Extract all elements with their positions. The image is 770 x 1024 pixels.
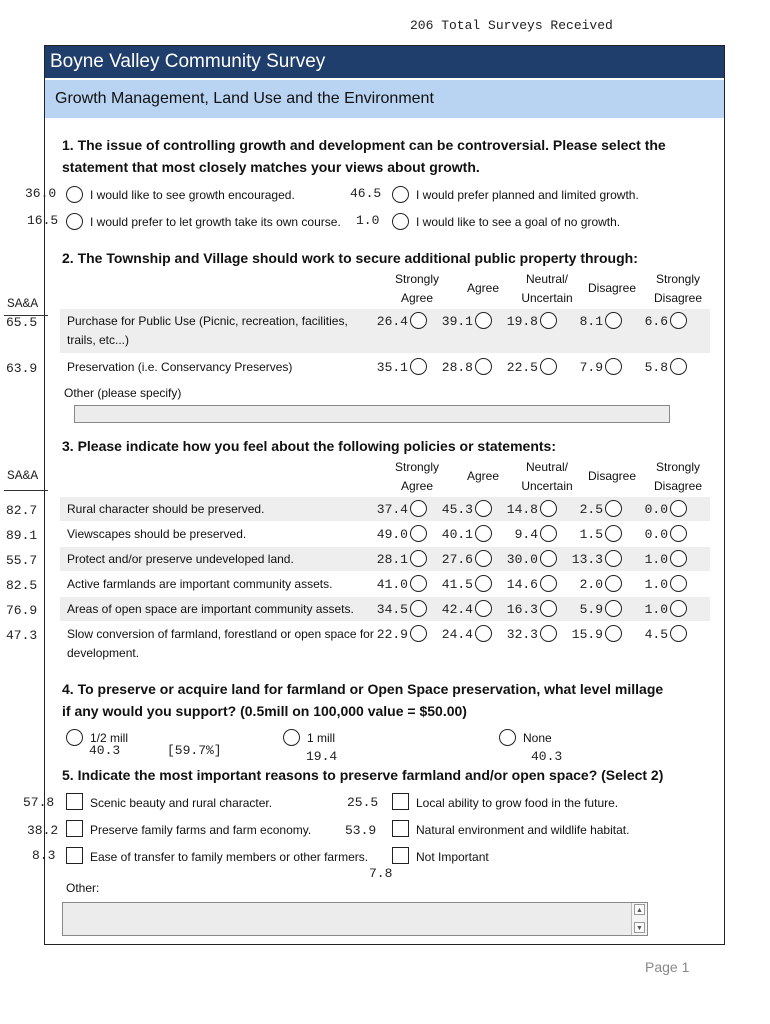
q3-header-agree: Agree <box>466 469 500 483</box>
q3-row-5-pct-1: 34.5 <box>376 602 408 617</box>
q5-opt6-checkbox[interactable] <box>392 847 409 864</box>
q3-header-neutral-line1: Neutral/ <box>525 460 569 474</box>
q3-row-4-sa-a-total: 82.5 <box>6 578 38 593</box>
q4-question <box>62 678 663 722</box>
q2-row-1-pct-2: 39.1 <box>441 314 473 329</box>
q2-row-1-radio-5[interactable] <box>670 312 687 329</box>
q3-row-3-pct-3: 30.0 <box>506 552 538 567</box>
q3-row-3-sa-a-total: 55.7 <box>6 553 38 568</box>
q3-row-5-pct-2: 42.4 <box>441 602 473 617</box>
q5-opt5-checkbox[interactable] <box>66 847 83 864</box>
q3-row-2-label: Viewscapes should be preserved. <box>67 527 247 541</box>
q3-row-6-label: Slow conversion of farmland, forestland or open space for <box>67 627 374 641</box>
q3-row-5-pct-3: 16.3 <box>506 602 538 617</box>
q1-opt4-radio[interactable] <box>392 213 409 230</box>
q3-row-3-radio-5[interactable] <box>670 550 687 567</box>
q3-row-4-pct-2: 41.5 <box>441 577 473 592</box>
q5-opt1-label: Scenic beauty and rural character. <box>90 796 273 810</box>
q3-row-1-radio-2[interactable] <box>475 500 492 517</box>
q2-other-label: Other (please specify) <box>64 386 182 400</box>
q4-one-mill-pct: 19.4 <box>306 749 338 764</box>
q3-row-2-radio-1[interactable] <box>410 525 427 542</box>
q3-sa-a-underline <box>4 490 48 491</box>
q3-row-6-radio-2[interactable] <box>475 625 492 642</box>
q3-row-2-radio-4[interactable] <box>605 525 622 542</box>
q3-row-2-pct-2: 40.1 <box>441 527 473 542</box>
q3-row-4-pct-3: 14.6 <box>506 577 538 592</box>
q5-opt3-pct: 38.2 <box>27 823 59 838</box>
q5-other-textarea[interactable] <box>62 902 648 936</box>
q4-question-line1: 4. To preserve or acquire land for farmland or Open Space preservation, what level millage <box>62 681 664 697</box>
q1-question-line1: 1. The issue of controlling growth and development can be controversial. Please select the <box>62 137 666 153</box>
q1-question <box>62 134 666 178</box>
q3-row-6-pct-3: 32.3 <box>506 627 538 642</box>
q2-row-2-pct-5: 5.8 <box>644 360 668 375</box>
q2-row-2-radio-2[interactable] <box>475 358 492 375</box>
q5-other-label: Other: <box>66 881 100 895</box>
q3-row-3-radio-1[interactable] <box>410 550 427 567</box>
q3-row-1-radio-5[interactable] <box>670 500 687 517</box>
q3-header-strongly-agree-line1: Strongly <box>394 460 440 474</box>
q2-row-1-label: Purchase for Public Use (Picnic, recreation, facilities, <box>67 314 348 328</box>
q4-none-radio[interactable] <box>499 729 516 746</box>
q4-none-pct: 40.3 <box>531 749 563 764</box>
q3-row-1-radio-4[interactable] <box>605 500 622 517</box>
q3-question: 3. Please indicate how you feel about the following policies or statements: <box>62 438 556 454</box>
q5-opt3-label: Preserve family farms and farm economy. <box>90 823 312 837</box>
q2-question: 2. The Township and Village should work to secure additional public property through: <box>62 250 638 266</box>
q2-row-1-radio-3[interactable] <box>540 312 557 329</box>
q2-header-disagree: Disagree <box>587 281 637 295</box>
q3-row-5-radio-2[interactable] <box>475 600 492 617</box>
q1-opt2-pct: 46.5 <box>350 186 382 201</box>
q3-row-1-pct-3: 14.8 <box>506 502 538 517</box>
q1-opt3-pct: 16.5 <box>27 213 59 228</box>
q3-header-disagree: Disagree <box>587 469 637 483</box>
q3-row-4-radio-2[interactable] <box>475 575 492 592</box>
q5-opt4-checkbox[interactable] <box>392 820 409 837</box>
q3-row-1-pct-5: 0.0 <box>644 502 668 517</box>
q3-header-strongly-agree-line2: Agree <box>400 479 434 493</box>
q3-header-neutral-line2: Uncertain <box>521 479 573 493</box>
q2-header-neutral-line2: Uncertain <box>521 291 573 305</box>
q3-row-4-pct-5: 1.0 <box>644 577 668 592</box>
q3-row-6-radio-4[interactable] <box>605 625 622 642</box>
q3-row-4-pct-4: 2.0 <box>579 577 603 592</box>
q4-one-mill-radio[interactable] <box>283 729 300 746</box>
q4-combined-pct: [59.7%] <box>167 743 222 758</box>
q3-row-3-pct-4: 13.3 <box>571 552 603 567</box>
q3-row-3-radio-2[interactable] <box>475 550 492 567</box>
q3-row-4-radio-1[interactable] <box>410 575 427 592</box>
q3-row-1-pct-4: 2.5 <box>579 502 603 517</box>
q5-opt2-checkbox[interactable] <box>392 793 409 810</box>
q3-row-2-radio-2[interactable] <box>475 525 492 542</box>
q2-row-1-label-line2: trails, etc...) <box>67 333 130 347</box>
q3-row-4-radio-3[interactable] <box>540 575 557 592</box>
q2-row-2-radio-1[interactable] <box>410 358 427 375</box>
q3-row-2-pct-1: 49.0 <box>376 527 408 542</box>
q2-row-2-pct-3: 22.5 <box>506 360 538 375</box>
q3-header-strongly-disagree-line2: Disagree <box>653 479 703 493</box>
q2-header-strongly-agree-line2: Agree <box>400 291 434 305</box>
q3-row-6-radio-5[interactable] <box>670 625 687 642</box>
q2-sa-a-label: SA&A <box>7 296 39 311</box>
q2-other-input[interactable] <box>74 405 670 423</box>
q3-row-4-radio-4[interactable] <box>605 575 622 592</box>
q1-opt4-label: I would like to see a goal of no growth. <box>416 215 621 229</box>
q2-header-strongly-disagree-line1: Strongly <box>655 272 701 286</box>
q3-row-5-label: Areas of open space are important community assets. <box>67 602 354 616</box>
q3-row-5-pct-4: 5.9 <box>579 602 603 617</box>
survey-title: Boyne Valley Community Survey <box>45 46 724 78</box>
q2-row-2-pct-1: 35.1 <box>376 360 408 375</box>
q2-row-1-radio-2[interactable] <box>475 312 492 329</box>
q3-row-1-sa-a-total: 82.7 <box>6 503 38 518</box>
q5-opt4-pct: 53.9 <box>345 823 377 838</box>
q2-row-1-pct-5: 6.6 <box>644 314 668 329</box>
q2-row-2-label: Preservation (i.e. Conservancy Preserves) <box>67 360 293 374</box>
q1-question-line2: statement that most closely matches your views about growth. <box>62 159 480 175</box>
q3-row-3-label: Protect and/or preserve undeveloped land. <box>67 552 294 566</box>
q5-opt5-pct: 8.3 <box>32 848 56 863</box>
total-surveys-count: 206 Total Surveys Received <box>410 18 613 33</box>
section-title: Growth Management, Land Use and the Environment <box>45 80 724 118</box>
q3-row-3-radio-3[interactable] <box>540 550 557 567</box>
q2-row-2-pct-4: 7.9 <box>579 360 603 375</box>
q2-row-2-radio-3[interactable] <box>540 358 557 375</box>
q2-header-neutral-line1: Neutral/ <box>525 272 569 286</box>
q3-row-6-pct-4: 15.9 <box>571 627 603 642</box>
page-number: Page 1 <box>645 959 690 975</box>
q5-opt6-label: Not Important <box>416 850 489 864</box>
q2-row-1-radio-1[interactable] <box>410 312 427 329</box>
q3-row-2-pct-3: 9.4 <box>514 527 538 542</box>
q1-opt4-pct: 1.0 <box>356 213 380 228</box>
q2-row-2-radio-4[interactable] <box>605 358 622 375</box>
q2-header-agree: Agree <box>466 281 500 295</box>
q2-header-strongly-agree-line1: Strongly <box>394 272 440 286</box>
q2-row-1-pct-1: 26.4 <box>376 314 408 329</box>
q3-row-5-radio-4[interactable] <box>605 600 622 617</box>
q3-sa-a-label: SA&A <box>7 468 39 483</box>
q3-row-5-radio-3[interactable] <box>540 600 557 617</box>
q3-row-3-pct-2: 27.6 <box>441 552 473 567</box>
q5-other-scrollbar[interactable] <box>631 903 647 935</box>
q4-half-mill-pct: 40.3 <box>89 743 121 758</box>
q5-opt2-label: Local ability to grow food in the future. <box>416 796 619 810</box>
q3-row-1-label: Rural character should be preserved. <box>67 502 265 516</box>
q2-row-1-pct-3: 19.8 <box>506 314 538 329</box>
q3-row-1-pct-2: 45.3 <box>441 502 473 517</box>
q3-row-6-pct-2: 24.4 <box>441 627 473 642</box>
scroll-up-icon[interactable]: ▲ <box>634 904 645 915</box>
q3-row-6-radio-1[interactable] <box>410 625 427 642</box>
q1-opt1-radio[interactable] <box>66 186 83 203</box>
q5-opt3-checkbox[interactable] <box>66 820 83 837</box>
q3-row-5-sa-a-total: 76.9 <box>6 603 38 618</box>
q3-row-5-pct-5: 1.0 <box>644 602 668 617</box>
q3-row-5-radio-5[interactable] <box>670 600 687 617</box>
q3-row-2-sa-a-total: 89.1 <box>6 528 38 543</box>
q3-row-5-radio-1[interactable] <box>410 600 427 617</box>
q5-opt1-pct: 57.8 <box>23 795 55 810</box>
q3-row-3-pct-5: 1.0 <box>644 552 668 567</box>
q1-opt1-label: I would like to see growth encouraged. <box>90 188 295 202</box>
q2-header-strongly-disagree-line2: Disagree <box>653 291 703 305</box>
q3-row-1-pct-1: 37.4 <box>376 502 408 517</box>
q4-one-mill-label: 1 mill <box>307 731 336 745</box>
q3-row-1-radio-3[interactable] <box>540 500 557 517</box>
q1-opt3-radio[interactable] <box>66 213 83 230</box>
q1-opt1-pct: 36.0 <box>25 186 57 201</box>
q3-row-6-pct-1: 22.9 <box>376 627 408 642</box>
q3-row-6-pct-5: 4.5 <box>644 627 668 642</box>
q5-opt4-label: Natural environment and wildlife habitat. <box>416 823 630 837</box>
q3-row-4-label: Active farmlands are important community assets. <box>67 577 333 591</box>
q3-header-strongly-disagree-line1: Strongly <box>655 460 701 474</box>
scroll-down-icon[interactable]: ▼ <box>634 922 645 933</box>
q5-opt6-pct: 7.8 <box>369 866 393 881</box>
q3-row-6-label-line2: development. <box>67 646 140 660</box>
q3-row-3-radio-4[interactable] <box>605 550 622 567</box>
q5-opt1-checkbox[interactable] <box>66 793 83 810</box>
q3-row-2-radio-5[interactable] <box>670 525 687 542</box>
q2-row-2-radio-5[interactable] <box>670 358 687 375</box>
q2-row-1-pct-4: 8.1 <box>579 314 603 329</box>
q4-half-mill-radio[interactable] <box>66 729 83 746</box>
q1-opt2-radio[interactable] <box>392 186 409 203</box>
q2-row-2-sa-a-total: 63.9 <box>6 361 38 376</box>
q3-row-2-pct-5: 0.0 <box>644 527 668 542</box>
q2-row-1-radio-4[interactable] <box>605 312 622 329</box>
q5-question: 5. Indicate the most important reasons to preserve farmland and/or open space? (Select 2) <box>62 767 664 783</box>
q4-none-label: None <box>523 731 552 745</box>
q2-row-1-sa-a-total: 65.5 <box>6 315 38 330</box>
q3-row-3-pct-1: 28.1 <box>376 552 408 567</box>
q3-row-6-sa-a-total: 47.3 <box>6 628 38 643</box>
q4-half-mill-label: 1/2 mill <box>90 731 129 745</box>
q2-row-2-pct-2: 28.8 <box>441 360 473 375</box>
q3-row-1-radio-1[interactable] <box>410 500 427 517</box>
q3-row-6-radio-3[interactable] <box>540 625 557 642</box>
q1-opt3-label: I would prefer to let growth take its own course. <box>90 215 341 229</box>
q3-row-2-pct-4: 1.5 <box>579 527 603 542</box>
q3-row-4-radio-5[interactable] <box>670 575 687 592</box>
q3-row-2-radio-3[interactable] <box>540 525 557 542</box>
q5-opt5-label: Ease of transfer to family members or other farmers. <box>90 850 369 864</box>
q1-opt2-label: I would prefer planned and limited growth. <box>416 188 639 202</box>
q4-question-line2: if any would you support? (0.5mill on 100,000 value = $50.00) <box>62 703 467 719</box>
q3-row-4-pct-1: 41.0 <box>376 577 408 592</box>
q5-opt2-pct: 25.5 <box>347 795 379 810</box>
